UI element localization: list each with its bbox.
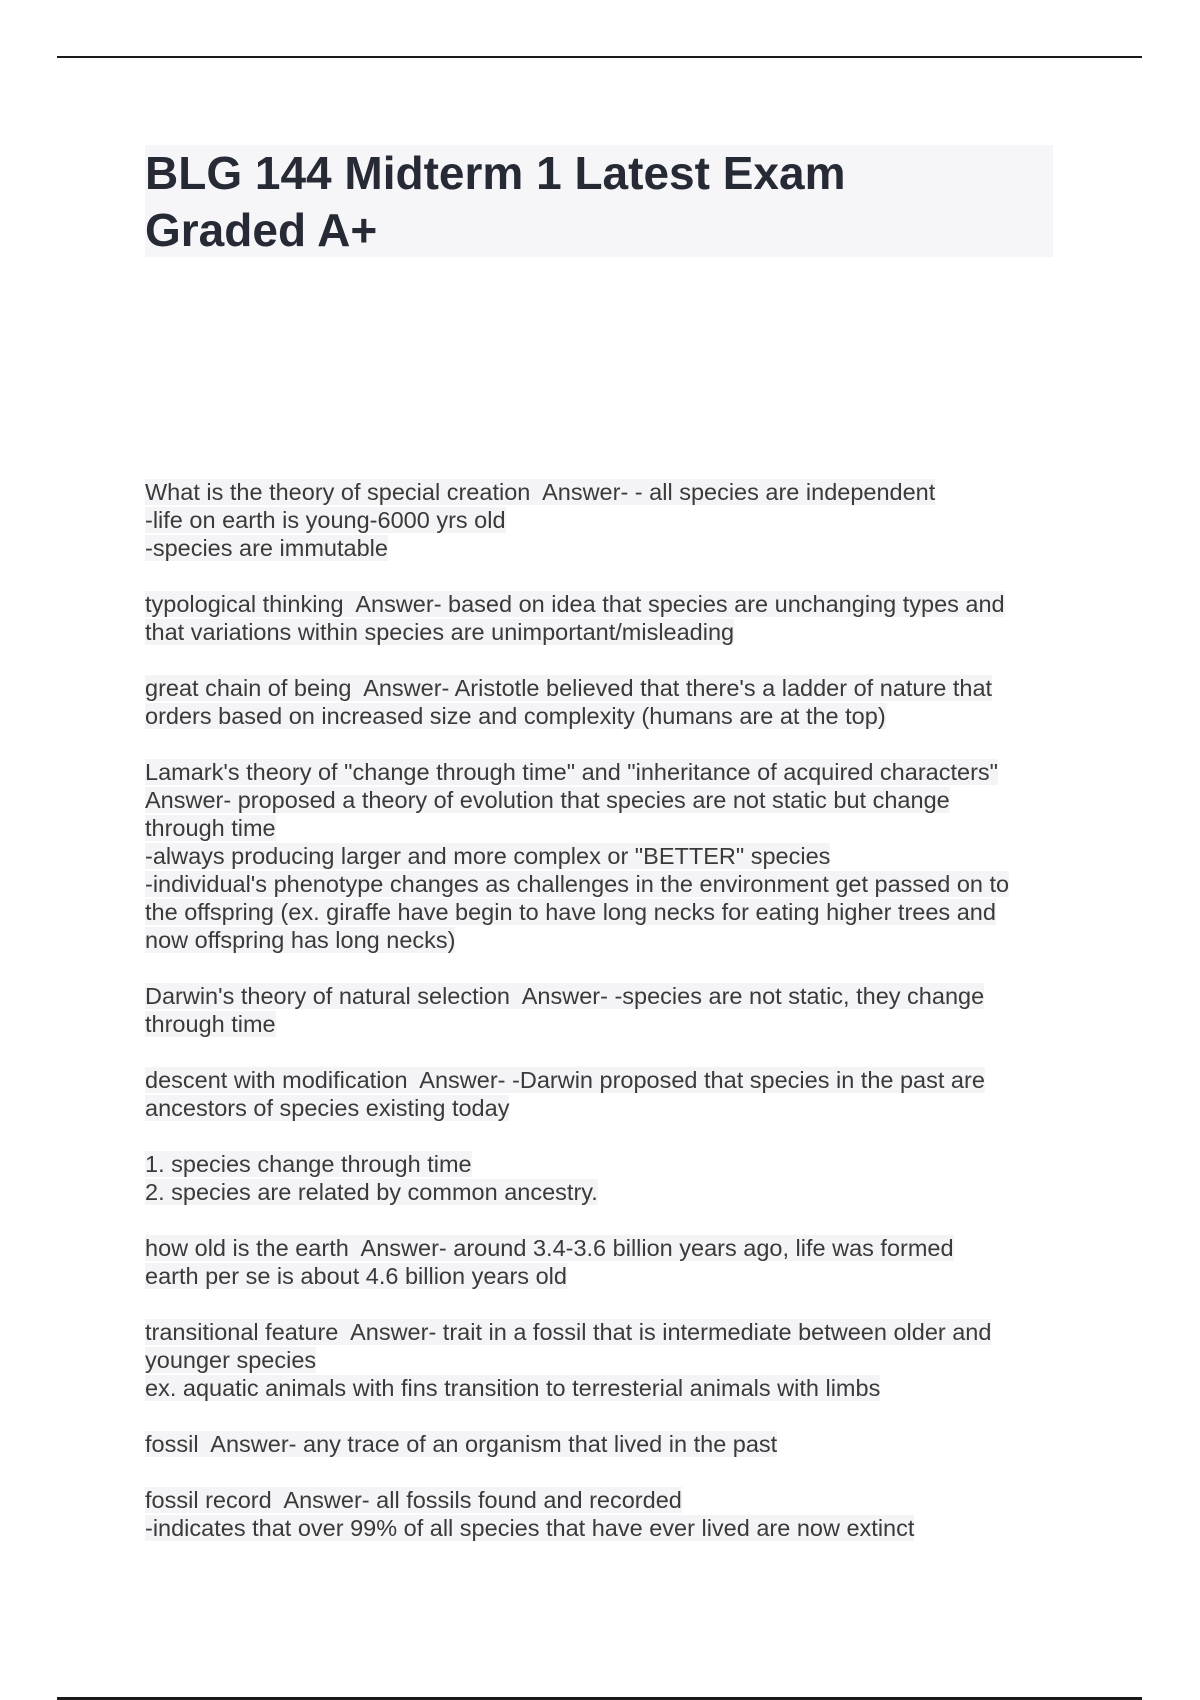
qa-line-text: 2. species are related by common ancestry. bbox=[145, 1179, 598, 1205]
qa-line bbox=[145, 1486, 1075, 1514]
qa-line-text: that variations within species are unimportant/misleading bbox=[145, 619, 735, 645]
qa-line bbox=[145, 1262, 1075, 1290]
qa-line-text: -always producing larger and more complex or "BETTER" species bbox=[145, 843, 831, 869]
qa-entry bbox=[145, 478, 1075, 562]
title-block bbox=[145, 145, 1053, 257]
qa-line bbox=[145, 1010, 1075, 1038]
qa-line bbox=[145, 870, 1075, 898]
qa-line bbox=[145, 478, 1075, 506]
qa-line bbox=[145, 982, 1075, 1010]
qa-line bbox=[145, 618, 1075, 646]
top-rule bbox=[57, 56, 1142, 58]
qa-line-text: typological thinking Answer- based on idea that species are unchanging types and bbox=[145, 591, 1005, 617]
qa-line-text: younger species bbox=[145, 1347, 317, 1373]
document-title bbox=[145, 145, 1053, 259]
qa-line bbox=[145, 674, 1075, 702]
qa-line-text: how old is the earth Answer- around 3.4-3.6 billion years ago, life was formed bbox=[145, 1235, 954, 1261]
qa-line-text: orders based on increased size and complexity (humans are at the top) bbox=[145, 703, 886, 729]
qa-entry bbox=[145, 982, 1075, 1038]
qa-line bbox=[145, 590, 1075, 618]
qa-line bbox=[145, 1318, 1075, 1346]
qa-line bbox=[145, 1514, 1075, 1542]
qa-line-text: Lamark's theory of "change through time" and "inheritance of acquired characters" bbox=[145, 759, 998, 785]
qa-line bbox=[145, 758, 1075, 786]
qa-line-text: fossil Answer- any trace of an organism that lived in the past bbox=[145, 1431, 778, 1457]
title-line: BLG 144 Midterm 1 Latest Exam bbox=[145, 147, 846, 199]
qa-list bbox=[145, 478, 1075, 1570]
title-line: Graded A+ bbox=[145, 204, 378, 256]
qa-line-text: transitional feature Answer- trait in a fossil that is intermediate between older and bbox=[145, 1319, 992, 1345]
qa-entry bbox=[145, 1234, 1075, 1290]
qa-line-text: fossil record Answer- all fossils found and recorded bbox=[145, 1487, 682, 1513]
qa-line-text: ancestors of species existing today bbox=[145, 1095, 510, 1121]
qa-line bbox=[145, 1150, 1075, 1178]
qa-line bbox=[145, 702, 1075, 730]
qa-line bbox=[145, 1346, 1075, 1374]
qa-entry bbox=[145, 758, 1075, 954]
qa-line-text: What is the theory of special creation Answer- - all species are independent bbox=[145, 479, 936, 505]
qa-line-text: great chain of being Answer- Aristotle believed that there's a ladder of nature that bbox=[145, 675, 993, 701]
qa-line bbox=[145, 842, 1075, 870]
qa-entry bbox=[145, 1430, 1075, 1458]
qa-entry bbox=[145, 590, 1075, 646]
qa-entry bbox=[145, 1066, 1075, 1122]
qa-entry bbox=[145, 1150, 1075, 1206]
qa-line-text: -species are immutable bbox=[145, 535, 388, 561]
qa-entry bbox=[145, 1318, 1075, 1402]
qa-line bbox=[145, 1374, 1075, 1402]
qa-line bbox=[145, 814, 1075, 842]
qa-line-text: -life on earth is young-6000 yrs old bbox=[145, 507, 506, 533]
qa-line-text: now offspring has long necks) bbox=[145, 927, 456, 953]
qa-line bbox=[145, 786, 1075, 814]
qa-line-text: -individual's phenotype changes as challenges in the environment get passed on to bbox=[145, 871, 1010, 897]
qa-line bbox=[145, 1094, 1075, 1122]
qa-line-text: 1. species change through time bbox=[145, 1151, 472, 1177]
qa-line bbox=[145, 1430, 1075, 1458]
qa-line bbox=[145, 534, 1075, 562]
qa-line-text: the offspring (ex. giraffe have begin to have long necks for eating higher trees and bbox=[145, 899, 996, 925]
qa-line bbox=[145, 1066, 1075, 1094]
qa-entry bbox=[145, 674, 1075, 730]
qa-line bbox=[145, 506, 1075, 534]
qa-line-text: Darwin's theory of natural selection Answer- -species are not static, they change bbox=[145, 983, 985, 1009]
qa-line-text: descent with modification Answer- -Darwin proposed that species in the past are bbox=[145, 1067, 985, 1093]
qa-line bbox=[145, 898, 1075, 926]
qa-line-text: through time bbox=[145, 815, 276, 841]
qa-line bbox=[145, 926, 1075, 954]
qa-line-text: through time bbox=[145, 1011, 276, 1037]
qa-line bbox=[145, 1234, 1075, 1262]
qa-line-text: earth per se is about 4.6 billion years old bbox=[145, 1263, 567, 1289]
qa-line-text: Answer- proposed a theory of evolution that species are not static but change bbox=[145, 787, 950, 813]
qa-line-text: ex. aquatic animals with fins transition to terresterial animals with limbs bbox=[145, 1375, 881, 1401]
qa-entry bbox=[145, 1486, 1075, 1542]
qa-line-text: -indicates that over 99% of all species that have ever lived are now extinct bbox=[145, 1515, 915, 1541]
qa-line bbox=[145, 1178, 1075, 1206]
